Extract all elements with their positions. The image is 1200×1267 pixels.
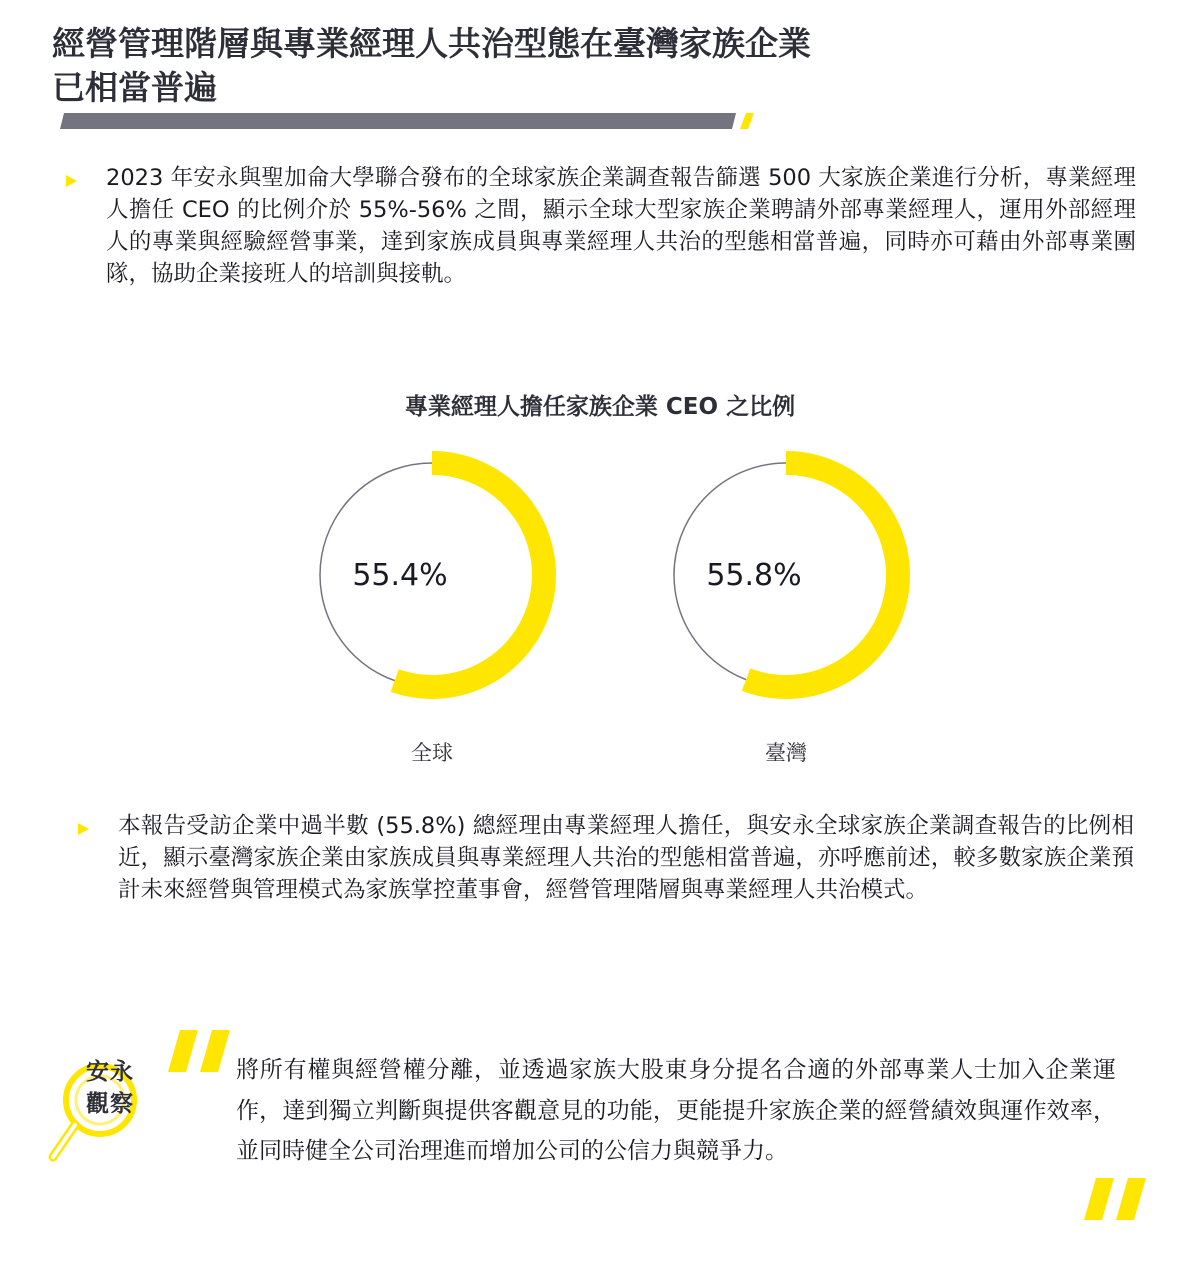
bullet-arrow-icon [78, 823, 89, 835]
donut-value-label-2: 55.8% [706, 558, 802, 593]
donut-category-label-2: 臺灣 [765, 741, 807, 765]
paragraph-global-survey: 2023 年安永與聖加侖大學聯合發布的全球家族企業調查報告篩選 500 大家族企業進行分析，專業經理人擔任 CEO 的比例介於 55%-56% 之間，顯示全球大型家族企業聘請外部專業經理人，運用外部經理人的專業與經驗經營事業，達到家族成員與專業經理人共治的型態相當普遍，同時亦可藉由外部專業團隊，協助企業接班人的培訓與接軌。 [106, 165, 1136, 287]
page-title-line1: 經營管理階層與專業經理人共治型態在臺灣家族企業 [52, 24, 811, 63]
bullet-arrow-icon [66, 175, 77, 187]
insight-label-line1: 安永 [86, 1059, 134, 1085]
open-quote-icon [166, 1030, 236, 1075]
page-title-line2: 已相當普遍 [52, 68, 217, 107]
donut-category-label-1: 全球 [411, 741, 453, 765]
insight-label-line2: 觀察 [86, 1091, 134, 1117]
insight-quote: 將所有權與經營權分離，並透過家族大股東身分提名合適的外部專業人士加入企業運作，達到獨立判斷與提供客觀意見的功能，更能提升家族企業的經營績效與運作效率，並同時健全公司治理進而增加公司的公信力與競爭力。 [236, 1057, 1116, 1164]
title-accent-mark [740, 113, 754, 129]
paragraph-taiwan-survey: 本報告受訪企業中過半數 (55.8%) 總經理由專業經理人擔任，與安永全球家族企業調查報告的比例相近，顯示臺灣家族企業由家族成員與專業經理人共治的型態相當普遍，亦呼應前述，較多數家族企業預計未來經營與管理模式為家族掌控董事會，經營管理階層與專業經理人共治模式。 [118, 813, 1134, 903]
title-underline-bar [60, 113, 736, 129]
chart-title: 專業經理人擔任家族企業 CEO 之比例 [404, 394, 796, 420]
page-title [52, 22, 952, 110]
close-quote-icon [1082, 1178, 1152, 1223]
donut-charts [0, 440, 1200, 780]
donut-value-label-1: 55.4% [352, 558, 448, 593]
